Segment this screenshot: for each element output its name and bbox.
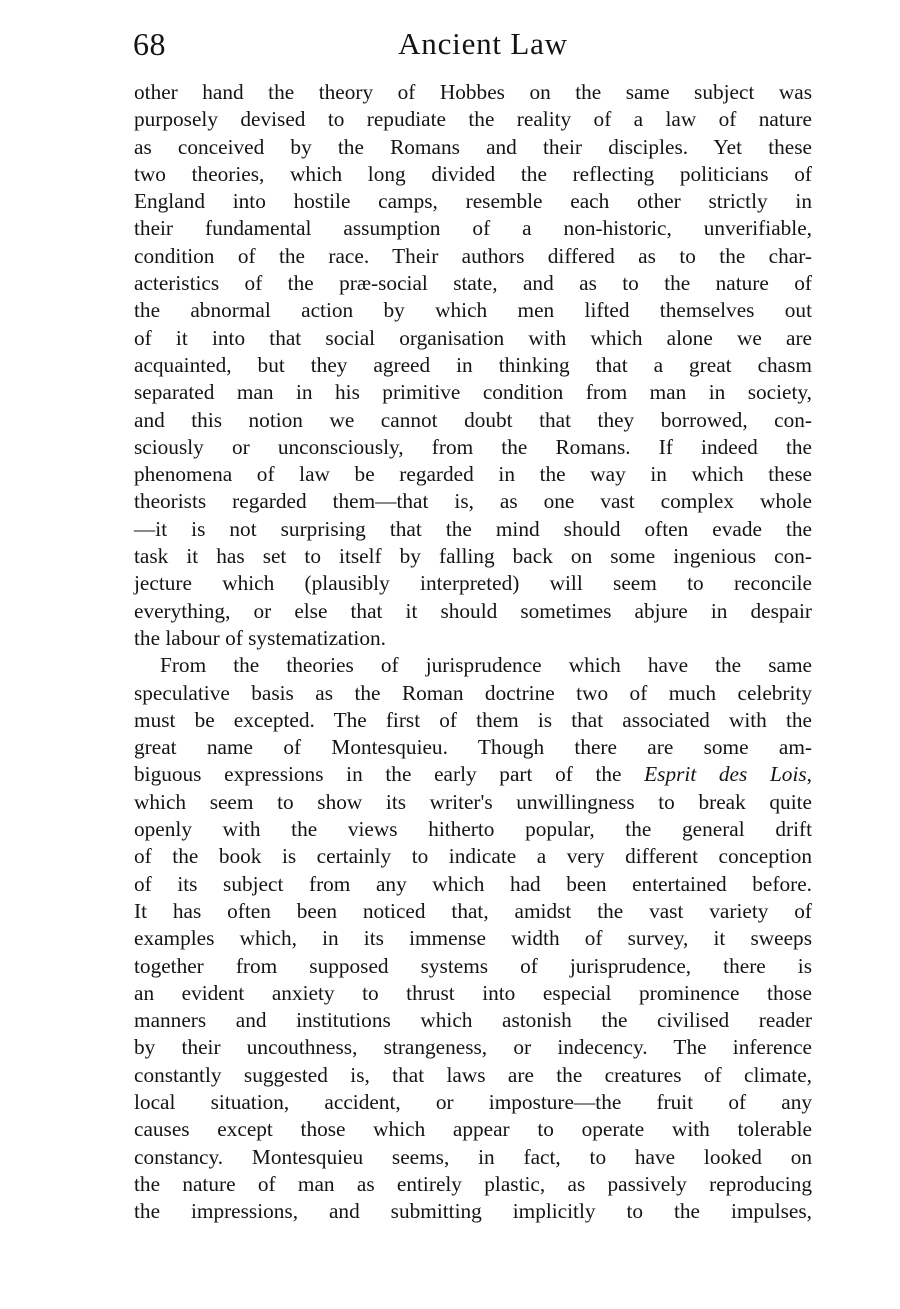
text-line: which seem to show its writer's unwillingness to break quite [134,789,812,814]
text-line: task it has set to itself by falling back on some ingenious con- [134,544,812,569]
text-line: an evident anxiety to thrust into especial prominence those [134,980,812,1005]
text-line: condition of the race. Their authors differed as to the char- [134,243,812,268]
text-line: sciously or unconsciously, from the Romans. If indeed the [134,434,812,459]
book-title-italic: Esprit des Lois [644,762,807,787]
text-line: of the book is certainly to indicate a very different conception [134,844,812,869]
text-line: everything, or else that it should sometimes abjure in despair [134,598,812,623]
text-line: acteristics of the præ-social state, and as to the nature of [134,271,812,296]
text-line: It has often been noticed that, amidst the vast variety of [134,898,812,923]
text-line: purposely devised to repudiate the reality of a law of nature [134,107,812,132]
text-line: —it is not surprising that the mind should often evade the [134,516,812,541]
text-line: two theories, which long divided the reflecting politicians of [134,161,812,186]
text-line: by their uncouthness, strangeness, or indecency. The inference [134,1035,812,1060]
running-title: Ancient Law [398,26,568,61]
running-head [133,22,811,66]
text-line: the nature of man as entirely plastic, as passively reproducing [134,1171,812,1196]
text-line: the abnormal action by which men lifted themselves out [134,298,812,323]
text-line: separated man in his primitive condition from man in society, [134,380,812,405]
text-line: manners and institutions which astonish the civilised reader [134,1008,812,1033]
text-line: local situation, accident, or imposture—the fruit of any [134,1089,812,1114]
text-line: speculative basis as the Roman doctrine two of much celebrity [134,680,812,705]
text-line: must be excepted. The first of them is that associated with the [134,707,812,732]
text-line: great name of Montesquieu. Though there are some am- [134,735,812,760]
page-number: 68 [133,26,166,62]
text-line: together from supposed systems of jurisprudence, there is [134,953,812,978]
text-line: other hand the theory of Hobbes on the same subject was [134,80,812,104]
paragraph-1 [134,79,812,652]
text-line: biguous expressions in the early part of the Esprit des Lois, [134,762,812,787]
text-line: openly with the views hitherto popular, the general drift [134,817,812,842]
text-line: constantly suggested is, that laws are the creatures of climate, [134,1062,812,1087]
text-line: From the theories of jurisprudence which have the same [160,653,812,678]
text-line: acquainted, but they agreed in thinking that a great chasm [134,352,812,377]
text-line: phenomena of law be regarded in the way in which these [134,462,812,487]
text-line: of it into that social organisation with which alone we are [134,325,812,350]
body-text [134,79,812,1225]
text-line: the impressions, and submitting implicitly to the impulses, [134,1199,812,1224]
text-line: their fundamental assumption of a non-historic, unverifiable, [134,216,812,241]
text-line: examples which, in its immense width of survey, it sweeps [134,926,812,951]
text-line: as conceived by the Romans and their disciples. Yet these [134,134,812,159]
text-line: causes except those which appear to operate with tolerable [134,1117,812,1142]
text-line: of its subject from any which had been entertained before. [134,871,812,896]
text-line: theorists regarded them—that is, as one vast complex whole [134,489,812,514]
text-line: England into hostile camps, resemble each other strictly in [134,189,812,214]
text-line: jecture which (plausibly interpreted) will seem to reconcile [134,571,812,596]
text-line: and this notion we cannot doubt that they borrowed, con- [134,407,812,432]
paragraph-2 [134,652,812,1225]
text-line: constancy. Montesquieu seems, in fact, to have looked on [134,1144,812,1169]
text-line: the labour of systematization. [134,625,386,650]
